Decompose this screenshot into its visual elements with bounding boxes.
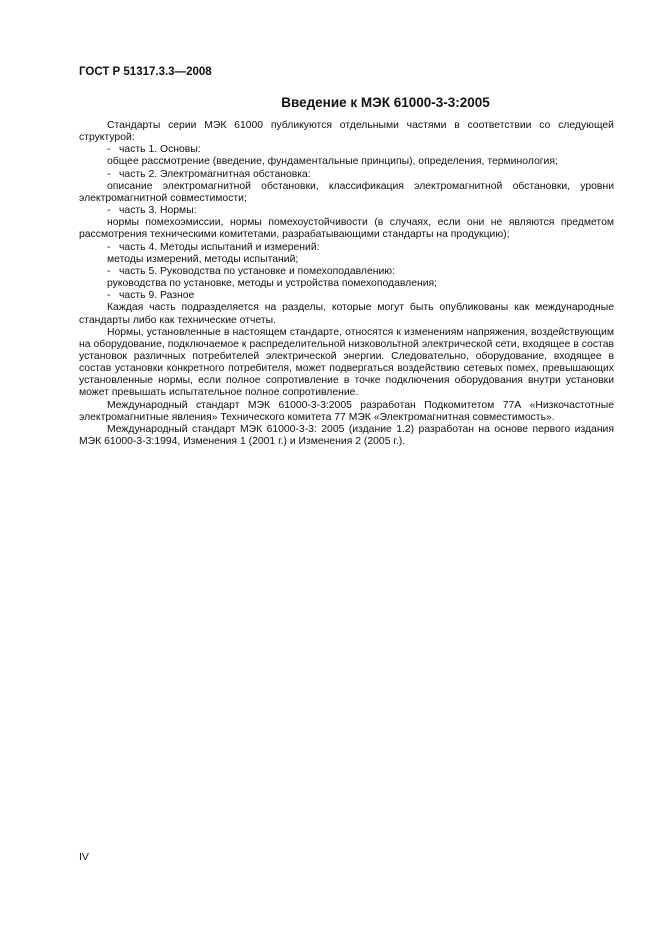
list-item-part1 (79, 144, 614, 156)
list-item-desc-part4: методы измерений, методы испытаний; (107, 253, 299, 265)
paragraph-intro: Стандарты серии МЭК 61000 публикуются отдельными частями в соответствии со следующей структурой: (79, 120, 614, 144)
list-item-part4 (79, 242, 614, 254)
list-item-label: часть 1. Основы: (119, 144, 201, 156)
section-title: Введение к МЭК 61000-3-3:2005 (281, 95, 490, 110)
dash-marker: - (107, 144, 111, 156)
dash-marker: - (107, 205, 111, 217)
document-body (79, 120, 614, 448)
list-item-part3 (79, 205, 614, 217)
list-item-label: часть 2. Электромагнитная обстановка: (119, 168, 311, 180)
document-code-header: ГОСТ Р 51317.3.3—2008 (79, 66, 212, 78)
list-item-label: часть 9. Разное (119, 290, 195, 302)
dash-marker: - (107, 290, 111, 302)
paragraph-standard-edition: Международный стандарт МЭК 61000-3-3: 2005 (издание 1.2) разработан на основе первого издания МЭК 61000-3-3:1994, Изменения 1 (2001 г.) и Изменения 2 (2005 г.). (79, 423, 614, 448)
list-item-desc-part3: нормы помехоэмиссии, нормы помехоустойчивости (в случаях, если они не являются предметом рассмотрения техническими комитетами, разрабатывающими стандарты на продукцию); (79, 217, 614, 241)
page-number: IV (79, 851, 89, 863)
dash-marker: - (107, 241, 111, 253)
list-item-label: часть 5. Руководства по установке и помехоподавлению: (119, 265, 395, 277)
list-item-part5 (79, 266, 614, 278)
list-item-label: часть 3. Нормы: (119, 205, 197, 217)
list-item-part9 (79, 290, 614, 302)
dash-marker: - (107, 168, 111, 180)
paragraph-standard-origin: Международный стандарт МЭК 61000-3-3:2005 разработан Подкомитетом 77А «Низкочастотные электромагнитные явления» Технического комитета 77 МЭК «Электромагнитная совместимость». (79, 399, 614, 423)
list-item-label: часть 4. Методы испытаний и измерений: (119, 241, 320, 253)
list-item-desc-part5: руководства по установке, методы и устройства помехоподавления; (107, 278, 438, 290)
list-item-part2 (79, 169, 614, 181)
dash-marker: - (107, 265, 111, 277)
paragraph-norms: Нормы, установленные в настоящем стандарте, относятся к изменениям напряжения, воздействующим на оборудование, подключаемое к распределительной низковольтной электрической сети, входящее в состав установок различных потребителей электрической энергии. Следовательно, оборудование, входящее в состав установки конкретного потребителя, может подвергаться воздействию сетевых помех, превышающих установленные нормы, если полное сопротивление в точке подключения оборудования внутри установки может превышать испытательное полное сопротивление. (79, 326, 614, 399)
list-item-desc-part1: общее рассмотрение (введение, фундаментальные принципы), определения, терминология; (107, 156, 558, 168)
list-item-desc-part2: описание электромагнитной обстановки, классификация электромагнитной обстановки, уровни электромагнитной совместимости; (79, 180, 614, 204)
paragraph-parts: Каждая часть подразделяется на разделы, которые могут быть опубликованы как международные стандарты либо как технические отчеты. (79, 302, 614, 326)
